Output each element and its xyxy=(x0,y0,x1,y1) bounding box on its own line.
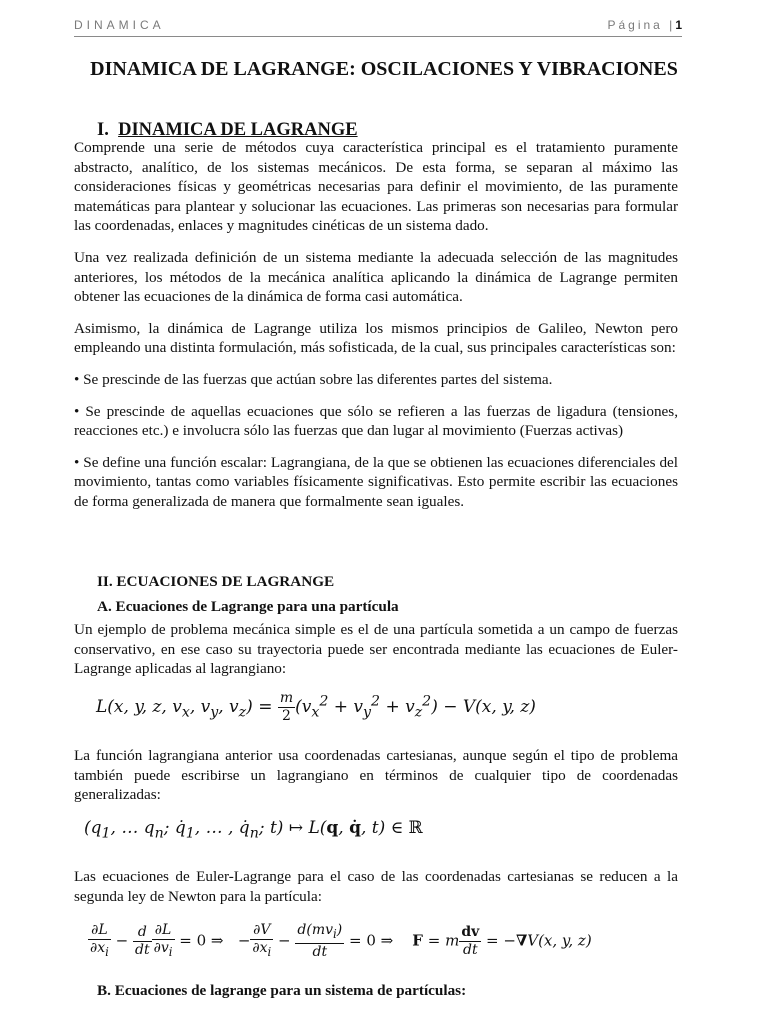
paragraph: Asimismo, la dinámica de Lagrange utiliza los mismos principios de Galileo, Newton pero empleando una distinta formulación, más sofisticada, de la cual, sus principales características son: xyxy=(74,319,678,357)
bullet-item: • Se define una función escalar: Lagrangiana, de la que se obtienen las ecuaciones diferenciales del movimiento, tantas como variables físicamente significativas. Esto permite escribir las ecuaciones de forma generalizada de manera que formalmente sean iguales. xyxy=(74,453,678,510)
bullet-item: • Se prescinde de las fuerzas que actúan sobre las diferentes partes del sistema. xyxy=(74,370,553,388)
page-title: DINAMICA DE LAGRANGE: OSCILACIONES Y VIBRACIONES xyxy=(90,58,678,80)
lagrangian-equation: L(x, y, z, $v_x$, $v_y$, $v_z$) = $\frac{m}{2}$ $(v_x^2 + v_y^2 + v_z^2) - V(x$, y, z) xyxy=(96,690,536,724)
section1-body xyxy=(74,138,678,521)
section-heading-1: I. DINAMICA DE LAGRANGE xyxy=(97,120,358,140)
euler-lagrange-equation: $\frac{\partial L}{\partial x_i}$ − $\frac{d}{dt}$ $\frac{\partial L}{\partial v_i}$ = 0 ⇒ − $\frac{\partial V}{\partial x_i}$ − $\frac{d(mv_i)}{dt}$ = 0 ⇒ F = m $\frac{dv}{dt}$ = −∇V(x, y, z) xyxy=(90,922,592,960)
header-page: Página |1 xyxy=(607,18,682,32)
paragraph: Una vez realizada definición de un sistema mediante la adecuada selección de las magnitudes anteriores, los métodos de la mecánica analítica aplicando la dinámica de Lagrange permiten obtener las ecuaciones de la dinámica de forma casi automática. xyxy=(74,248,678,306)
page-header xyxy=(74,16,682,36)
paragraph: Las ecuaciones de Euler-Lagrange para el caso de las coordenadas cartesianas se reducen a la segunda ley de Newton para la partícula: xyxy=(74,868,678,905)
paragraph: Comprende una serie de métodos cuya característica principal es el tratamiento puramente abstracto, analítico, de los sistemas mecánicos. De esta forma, se separan al máximo las consideraciones físicas y geométricas necesarias para definir el movimiento, de las puramente matemáticas para plantear y solucionar las ecuaciones. Las primeras son necesarias para formular las coordenadas, enlaces y magnitudes cinéticas de un sistema dado. xyxy=(74,139,678,235)
section-heading-2: II. ECUACIONES DE LAGRANGE xyxy=(97,573,335,590)
paragraph: Un ejemplo de problema mecánica simple es el de una partícula sometida a un campo de fuerzas conservativo, en ese caso su trayectoria puede ser encontrada mediante las ecuaciones de Euler-Lagrange aplicadas al lagrangiano: xyxy=(74,621,678,678)
paragraph: La función lagrangiana anterior usa coordenadas cartesianas, aunque según el tipo de problema también puede escribirse un lagrangiano en términos de cualquier tipo de coordenadas generalizadas: xyxy=(74,747,678,804)
bullet-item: • Se prescinde de aquellas ecuaciones que sólo se refieren a las fuerzas de ligadura (tensiones, reacciones etc.) e involucra sólo las fuerzas que dan lugar al movimiento (Fuerzas activas) xyxy=(74,402,678,440)
generalized-coordinates-equation: ($q_1$, … $q_n$; $q̇_1$, … , $q̇_n$; t) ↦ L(q, q̇, t) ∈ ℝ xyxy=(84,818,423,842)
subsection-heading-b: B. Ecuaciones de lagrange para un sistema de partículas: xyxy=(97,982,467,999)
subsection-heading-a: A. Ecuaciones de Lagrange para una partícula xyxy=(97,598,399,615)
header-left: DINAMICA xyxy=(74,18,165,32)
header-rule xyxy=(74,36,682,37)
